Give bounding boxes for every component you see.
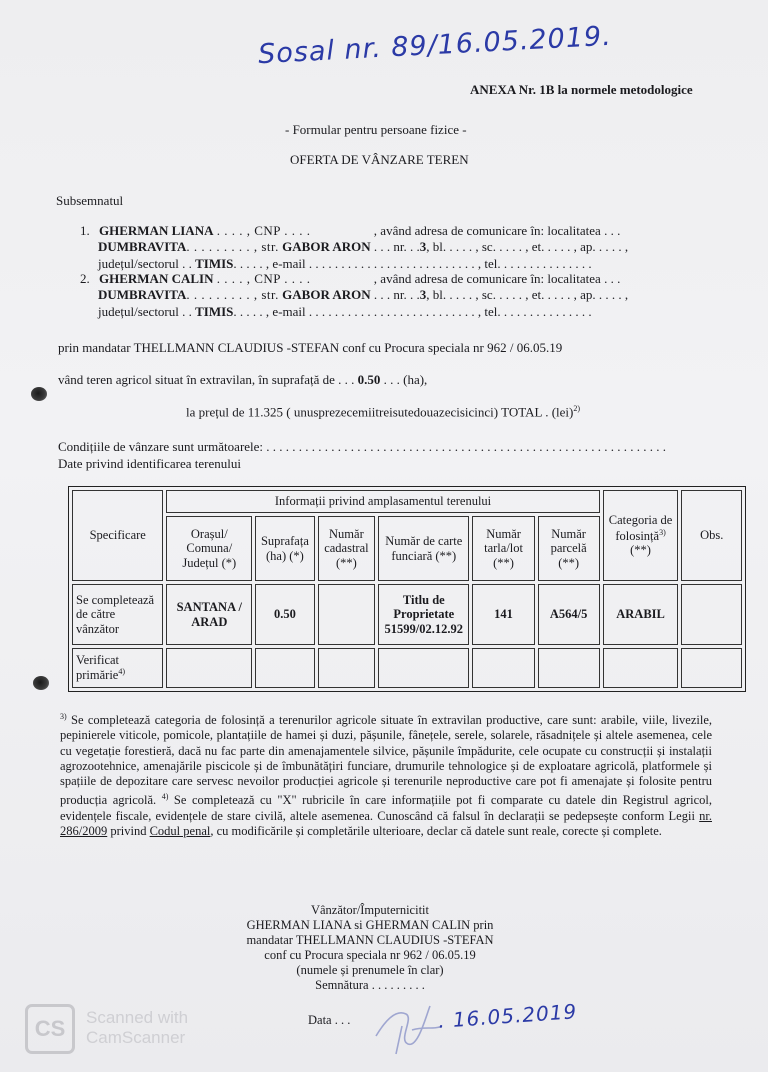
col-header-city: Orașul/ Comuna/ Județul (*) [166,516,252,581]
sale-area-line [58,372,427,388]
handwritten-signature [368,996,448,1058]
person-1-line-3 [98,256,592,272]
col-header-tarla: Număr tarla/lot (**) [472,516,534,581]
signatory-names: GHERMAN LIANA si GHERMAN CALIN prin [246,918,494,932]
empty-cell [681,648,742,688]
area-value: 0.50 [357,372,381,387]
signature-block [220,903,520,993]
category-header [603,490,679,581]
nr-value: 3 [419,239,427,254]
form-title: OFERTA DE VÂNZARE TEREN [290,152,469,167]
location-group-header: Informații privind amplasamentul terenului [166,490,599,513]
cell-category: ARABIL [603,584,679,645]
footnote-marker: 3) [659,527,666,537]
nr-label: . . . nr. . . [373,287,420,302]
camscanner-watermark [86,1008,188,1048]
law-reference-link[interactable]: nr. 286/2009 [60,808,712,838]
county-label: județul/sectorul . . [98,256,192,271]
footnote-4-text-cont: privind [107,823,150,838]
logo-text: CS [34,1016,66,1041]
address-rest: , bl. . . . . , sc. . . . . , et. . . . . , ap. . . . . , [426,287,629,302]
address-intro: , având adresa de comunicare în: localitatea . . . [373,223,621,238]
area-unit: . . . (ha), [383,372,428,387]
col-header-parcel: Număr parcelă (**) [538,516,600,581]
person-name: GHERMAN LIANA [99,223,214,238]
col-header-land-book: Număr de carte funciară (**) [378,516,469,581]
price-text: la prețul de 11.325 ( unusprezecemiitreisutedouazecisicinci) TOTAL . (lei) [186,404,574,420]
col-header-cadastral: Număr cadastral (**) [318,516,375,581]
empty-cell [166,648,252,688]
subsemnatul-label: Subsemnatul [56,193,124,208]
col-header-area: Suprafața (ha) (*) [255,516,315,581]
row-label-text: Verificat primărie [76,653,120,683]
obs-header: Obs. [681,490,742,581]
cell-land-book: Titlu de Proprietate 51599/02.12.92 [378,584,469,645]
footnote-marker: 4) [161,792,169,802]
cell-cadastral [318,584,375,645]
spec-header: Specificare [72,490,163,581]
signatory-role: Vânzător/Împuternicitit [310,903,429,917]
signature-label: Semnătura . . . . . . . . . [315,978,425,992]
date-label: Data . . . [308,1013,351,1027]
locality-value: DUMBRAVITA [98,239,187,254]
person-2-line-3 [98,304,592,320]
address-intro: , având adresa de comunicare în: localitatea . . . [373,271,621,286]
person-1-line-1 [80,223,620,239]
person-number: 2. [80,271,90,286]
street-value: GABOR ARON [282,287,371,302]
cnp-field: . . . . , CNP . . . . [216,223,311,238]
land-identification-label: Date privind identificarea terenului [58,456,242,471]
street-value: GABOR ARON [282,239,371,254]
cell-tarla: 141 [472,584,534,645]
signatory-power-of-attorney: conf cu Procura speciala nr 962 / 06.05.19 [264,948,476,962]
handwritten-registration-number: Sosal nr. 89/16.05.2019. [257,20,613,71]
address-rest: , bl. . . . . , sc. . . . . , et. . . . . , ap. . . . . , [426,239,629,254]
table-row [72,648,742,688]
watermark-line-2: CamScanner [86,1028,186,1047]
price-line [186,404,580,420]
annex-heading: ANEXA Nr. 1B la normele metodologice [470,82,693,97]
cnp-field: . . . . , CNP . . . . [216,271,311,286]
empty-cell [538,648,600,688]
person-number: 1. [80,223,90,238]
locality-value: DUMBRAVITA [98,287,187,302]
person-2-line-2 [98,287,628,303]
empty-cell [255,648,315,688]
mandate-line: prin mandatar THELLMANN CLAUDIUS -STEFAN conf cu Procura speciala nr 962 / 06.05.19 [58,340,563,355]
punch-hole [33,676,49,690]
footnote-3-text: Se completează categoria de folosință a terenurilor agricole situate în extravilan productive, care sunt: arabile, viile, livezile, pepinierele viticole, pomicole, plantațiile de hamei și duzi, pășunile, fânețele, serele, solarele, răsadnițele și altele asemenea, cele cu vegetație forestieră, dacă nu fac parte din amenajamentele silvice, pășunile împădurite, cele ocupate cu construcții și instalații agrozootehnice, amenajările piscicole și de îmbunătățiri funciare, drumurile tehnologice și de exploatare agricolă, platformele și spațiile de depozitare care servesc nevoilor producției agricole și terenurile neproductive care pot fi amenajate și folosite pentru producția agricolă. [60,713,712,808]
dots-filler: . . . . . . . . . , str. [186,287,279,302]
handwritten-date: . 16.05.2019 [437,999,578,1033]
signatory-mandate: mandatar THELLMANN CLAUDIUS -STEFAN [246,933,494,947]
cell-city: SANTANA / ARAD [166,584,252,645]
nr-label: . . . nr. . . [373,239,420,254]
cell-obs [681,584,742,645]
contact-rest: . . . . . , e-mail . . . . . . . . . . . . . . . . . . . . . . . . . . , tel. . . . . . . . . . . . . . . [233,256,592,271]
footnote-4-text: Se completează cu "X" rubricile în care informațiile pot fi comparate cu datele din Registrul agricol, evidențele fiscale, evidențele de stare civilă, altele asemenea. Cunoscând că falsul în declarații se pedepsește conform Legii [60,793,712,823]
row-label-seller: Se completează de către vânzător [72,584,163,645]
dots-filler: . . . . . . . . . , str. [186,239,279,254]
cell-area: 0.50 [255,584,315,645]
empty-cell [603,648,679,688]
table-row [72,584,742,645]
footnotes-paragraph [60,709,712,839]
row-label-town-hall [72,648,163,688]
category-suffix: (**) [630,543,651,558]
nr-value: 3 [419,287,427,302]
punch-hole [31,387,47,401]
county-value: TIMIS [195,304,234,319]
empty-cell [318,648,375,688]
penal-code-link[interactable]: Codul penal [149,823,211,838]
person-2-line-1 [80,271,620,287]
form-subtitle: - Formular pentru persoane fizice - [285,122,467,137]
empty-cell [472,648,534,688]
watermark-line-1: Scanned with [86,1008,189,1027]
person-name: GHERMAN CALIN [99,271,214,286]
conditions-line: Condițiile de vânzare sunt următoarele: . . . . . . . . . . . . . . . . . . . . . . . . . . . . . . . . . . . . . . . . . . . . . . . . . . . . . . . . . . . . . . [58,439,667,454]
footnote-marker: 3) [60,712,67,721]
county-label: județul/sectorul . . [98,304,192,319]
county-value: TIMIS [195,256,234,271]
empty-cell [378,648,469,688]
sale-area-intro: vând teren agricol situat în extravilan, în suprafață de . . . [58,372,355,387]
footnote-marker: 2) [573,404,581,413]
camscanner-logo [25,1004,75,1054]
cell-parcel: A564/5 [538,584,600,645]
person-1-line-2 [98,239,628,255]
land-identification-table [68,486,746,692]
footnote-4-text-end: , cu modificările și completările ulterioare, declar că datele sunt reale, corecte și complete. [210,823,662,838]
contact-rest: . . . . . , e-mail . . . . . . . . . . . . . . . . . . . . . . . . . . , tel. . . . . . . . . . . . . . . [233,304,592,319]
signatory-note: (numele și prenumele în clar) [296,963,444,977]
category-label: Categoria de folosință [608,513,673,543]
footnote-marker: 4) [118,667,126,677]
